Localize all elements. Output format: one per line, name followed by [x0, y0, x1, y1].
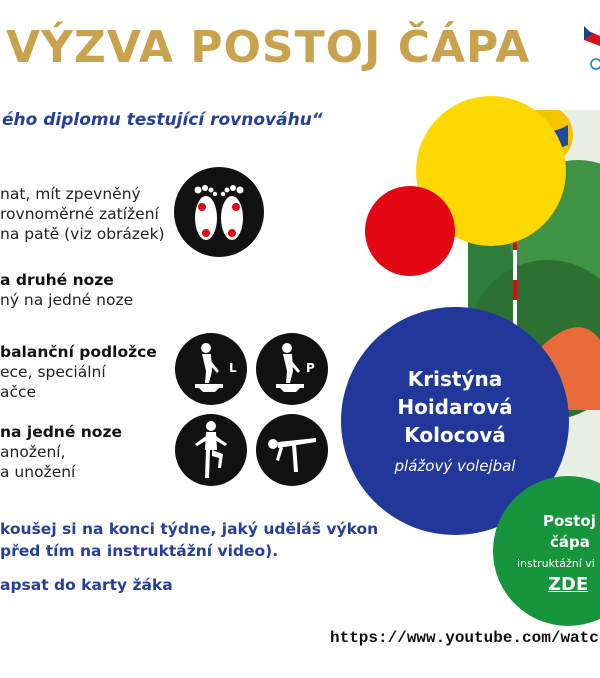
step-3-heading: balanční podložce [0, 343, 157, 361]
step-4-heading: na jedné noze [0, 423, 122, 441]
instruction-line-2: před tím na instruktážní video). [0, 542, 279, 560]
scale-pose-icon [256, 414, 328, 486]
cta-link-zde[interactable]: ZDE [548, 574, 589, 595]
balance-board-right-icon [256, 333, 328, 405]
knee-raise-icon [175, 414, 247, 486]
label-P: P [306, 361, 315, 375]
label-L: L [229, 361, 237, 375]
feet-balance-icon [174, 167, 264, 257]
athlete-sport: plážový volejbal [394, 457, 516, 475]
step-3-line-1: ece, speciální [0, 363, 106, 381]
cta-line-3: instruktážní vi [517, 557, 595, 570]
step-2-line-1: ný na jedné noze [0, 291, 134, 309]
red-decor-circle [365, 186, 455, 276]
step-4-line-2: a unožení [0, 463, 76, 481]
step-1-line-2: rovnoměrné zatížení [0, 205, 159, 223]
instruction-line-3: apsat do karty žáka [0, 576, 173, 594]
balance-board-left-icon [175, 333, 247, 405]
step-2-heading: a druhé noze [0, 271, 114, 289]
youtube-url-link[interactable]: https://www.youtube.com/watc [330, 629, 599, 647]
olympic-flag-logo [584, 26, 600, 72]
step-1-line-1: nat, mít zpevněný [0, 185, 141, 203]
step-1-line-3: na patě (viz obrázek) [0, 225, 165, 243]
athlete-name: Kristýna Hoidarová Kolocová [397, 367, 513, 447]
cta-line-1: Postoj [543, 512, 596, 530]
instruction-line-1: koušej si na konci týdne, jaký uděláš výkon [0, 520, 379, 538]
step-3-line-2: ačce [0, 383, 37, 401]
page-title: VÝZVA POSTOJ ČÁPA [6, 22, 531, 73]
step-4-line-1: anožení, [0, 443, 66, 461]
cta-line-2: čápa [550, 533, 590, 551]
diploma-subtitle: ého diplomu testující rovnováhu“ [2, 110, 323, 130]
